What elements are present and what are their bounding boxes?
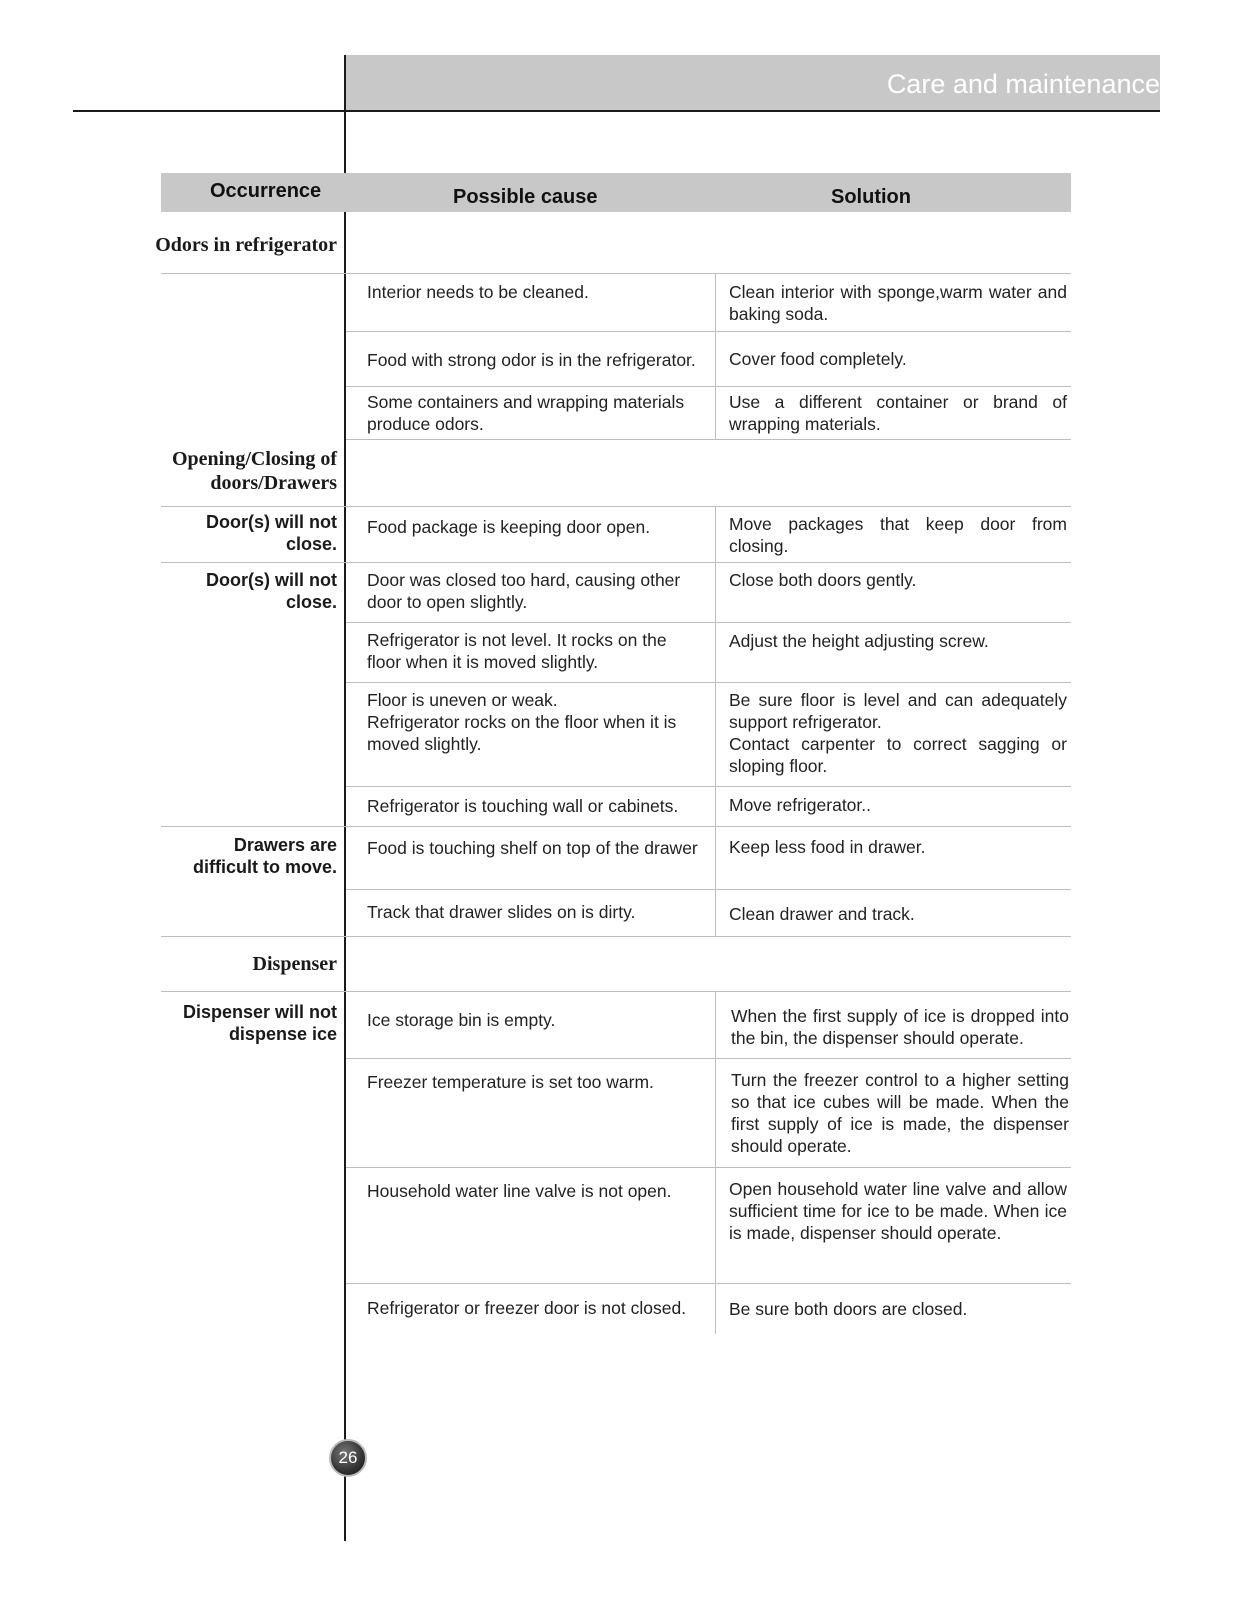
margin-line	[344, 211, 346, 1541]
cause-cell: Food package is keeping door open.	[367, 517, 651, 537]
row-divider	[346, 682, 1071, 683]
column-header-solution: Solution	[831, 186, 911, 208]
solution-cell: Adjust the height adjusting screw.	[729, 631, 989, 651]
divider	[161, 991, 1071, 992]
solution-cell: Open household water line valve and allow sufficient time for ice to be made. When ice is made, dispenser should operate.	[729, 1179, 1067, 1243]
row-divider	[346, 786, 1071, 787]
occurrence-label: Dispenser will not dispense ice	[182, 1002, 337, 1044]
page-number: 26	[329, 1439, 367, 1477]
solution-cell: When the first supply of ice is dropped into the bin, the dispenser should operate.	[731, 1006, 1069, 1048]
row-divider	[346, 1167, 1071, 1168]
column-divider	[715, 991, 716, 1334]
occurrence-label: Drawers are difficult to move.	[193, 835, 337, 877]
solution-cell: Clean drawer and track.	[729, 904, 915, 924]
cause-cell: Food is touching shelf on top of the drawer	[367, 838, 698, 858]
row-divider	[346, 386, 1071, 387]
cause-cell: Freezer temperature is set too warm.	[367, 1072, 654, 1092]
cause-cell: Floor is uneven or weak. Refrigerator rocks on the floor when it is moved slightly.	[367, 690, 677, 754]
solution-cell: Be sure both doors are closed.	[729, 1299, 968, 1319]
cause-cell: Refrigerator is touching wall or cabinets.	[367, 796, 679, 816]
solution-cell: Close both doors gently.	[729, 570, 917, 590]
solution-cell: Be sure floor is level and can adequately support refrigerator. Contact carpenter to correct sagging or sloping floor.	[729, 690, 1067, 776]
occurrence-label: Door(s) will not close.	[206, 512, 337, 554]
solution-cell: Move refrigerator..	[729, 795, 871, 815]
cause-cell: Some containers and wrapping materials produce odors.	[367, 392, 685, 434]
cause-cell: Refrigerator is not level. It rocks on the floor when it is moved slightly.	[367, 630, 667, 672]
row-divider	[346, 1058, 1071, 1059]
cause-cell: Interior needs to be cleaned.	[367, 282, 589, 302]
column-divider	[715, 273, 716, 439]
row-divider	[161, 826, 1071, 827]
cause-cell: Food with strong odor is in the refrigerator.	[367, 350, 696, 370]
solution-cell: Cover food completely.	[729, 349, 907, 369]
solution-cell: Use a different container or brand of wrapping materials.	[729, 392, 1067, 434]
margin-line-top	[344, 55, 346, 173]
cause-cell: Refrigerator or freezer door is not closed.	[367, 1298, 687, 1318]
section-title-doors: Opening/Closing of doors/Drawers	[171, 448, 337, 494]
row-divider	[346, 622, 1071, 623]
occurrence-label: Door(s) will not close.	[206, 570, 337, 612]
section-title-dispenser: Dispenser	[252, 953, 337, 975]
solution-cell: Clean interior with sponge,warm water and baking soda.	[729, 282, 1067, 324]
row-divider	[346, 889, 1071, 890]
solution-cell: Turn the freezer control to a higher setting so that ice cubes will be made. When the first supply of ice is made, the dispenser should operate.	[731, 1070, 1069, 1156]
column-header-occurrence: Occurrence	[210, 180, 322, 202]
section-title-odors: Odors in refrigerator	[155, 234, 337, 256]
divider	[161, 273, 1071, 274]
solution-cell: Keep less food in drawer.	[729, 837, 926, 857]
divider	[161, 506, 1071, 507]
header-rule	[73, 110, 1160, 112]
row-divider	[346, 331, 1071, 332]
row-divider	[346, 1283, 1071, 1284]
column-divider	[715, 506, 716, 936]
cause-cell: Ice storage bin is empty.	[367, 1010, 556, 1030]
divider	[161, 936, 1071, 937]
cause-cell: Track that drawer slides on is dirty.	[367, 902, 636, 922]
solution-cell: Move packages that keep door from closing.	[729, 514, 1067, 556]
row-divider	[161, 562, 1071, 563]
cause-cell: Household water line valve is not open.	[367, 1181, 672, 1201]
column-header-cause: Possible cause	[453, 186, 598, 208]
page-header-title: Care and maintenance	[886, 69, 1160, 99]
cause-cell: Door was closed too hard, causing other door to open slightly.	[367, 570, 681, 612]
row-divider	[346, 439, 1071, 440]
